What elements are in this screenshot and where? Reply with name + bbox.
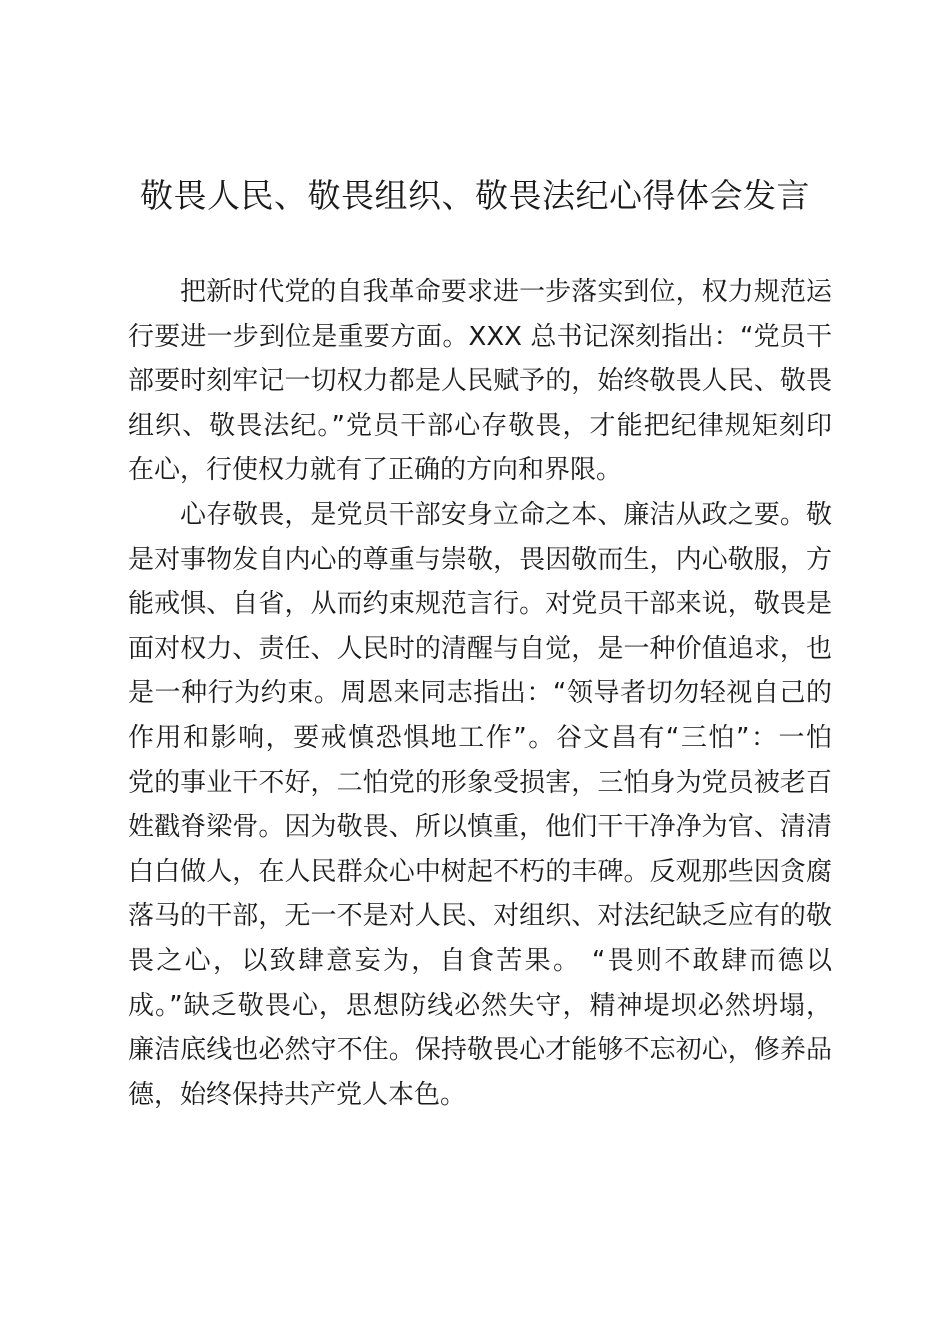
paragraph-line: 德，始终保持共产党人本色。 (128, 1079, 467, 1110)
paragraph-line: 畏之心，以致肆意妄为，自食苦果。 “畏则不敢肆而德以 (128, 945, 832, 976)
paragraph-line: 把新时代党的自我革命要求进一步落实到位，权力规范运 (180, 277, 832, 307)
paragraph-2 (128, 493, 832, 1117)
paragraph-line: 能戒惧、自省，从而约束规范言行。对党员干部来说，敬畏是 (128, 589, 832, 620)
paragraph-line: 姓戳脊梁骨。因为敬畏、所以慎重，他们干干净净为官、清清 (128, 812, 832, 843)
paragraph-line: 在心，行使权力就有了正确的方向和界限。 (128, 455, 623, 486)
document-body (128, 270, 832, 1117)
paragraph-line: 是对事物发自内心的尊重与崇敬，畏因敬而生，内心敬服，方 (128, 544, 832, 575)
paragraph-line: 面对权力、责任、人民时的清醒与自觉，是一种价值追求，也 (128, 633, 832, 664)
paragraph-line: 行要进一步到位是重要方面。XXX 总书记深刻指出：“党员干 (128, 321, 832, 352)
paragraph-line: 组织、敬畏法纪。”党员干部心存敬畏，才能把纪律规矩刻印 (128, 410, 832, 441)
paragraph-line: 心存敬畏，是党员干部安身立命之本、廉洁从政之要。敬 (180, 499, 832, 530)
paragraph-line: 作用和影响，要戒慎恐惧地工作”。谷文昌有“三怕”：一怕 (128, 722, 832, 753)
paragraph-line: 白白做人，在人民群众心中树起不朽的丰碑。反观那些因贪腐 (128, 856, 832, 887)
paragraph-line: 党的事业干不好，二怕党的形象受损害，三怕身为党员被老百 (128, 767, 832, 798)
paragraph-line: 成。”缺乏敬畏心，思想防线必然失守，精神堤坝必然坍塌， (128, 990, 832, 1021)
document-title: 敬畏人民、敬畏组织、敬畏法纪心得体会发言 (140, 176, 810, 215)
paragraph-line: 部要时刻牢记一切权力都是人民赋予的，始终敬畏人民、敬畏 (128, 366, 832, 397)
paragraph-1 (128, 270, 832, 493)
paragraph-line: 落马的干部，无一不是对人民、对组织、对法纪缺乏应有的敬 (128, 901, 832, 932)
paragraph-line: 是一种行为约束。周恩来同志指出：“领导者切勿轻视自己的 (128, 678, 832, 709)
paragraph-line: 廉洁底线也必然守不住。保持敬畏心才能够不忘初心，修养品 (128, 1035, 832, 1066)
